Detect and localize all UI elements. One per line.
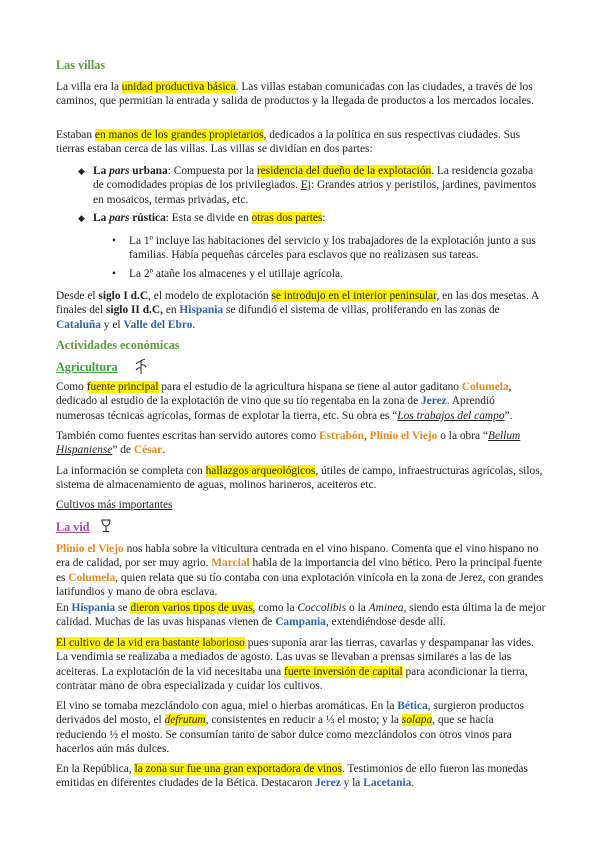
highlight: otras dos partes — [251, 212, 323, 224]
text: , quien relata que su tío contaba con una explotación vinícola en la zona de Jerez, con grandes latifundios y mano de obra esclava. — [56, 571, 544, 599]
term-cataluna: Cataluña — [56, 318, 101, 331]
list-item-pars-rustica — [78, 211, 546, 225]
highlight: residencia del dueño de la explotación — [256, 165, 432, 177]
text: . — [411, 777, 415, 790]
text: , — [363, 430, 370, 442]
highlight: solapa — [401, 714, 433, 727]
term-campania: Campania — [275, 616, 326, 629]
heading-agricultura-row — [56, 358, 546, 378]
text: El vino se tomaba mezclándolo con agua, miel o hierbas aromáticas. En la — [56, 700, 398, 712]
paragraph-mezcla-vino — [56, 699, 546, 757]
text: : Grandes atrios y peristilos, jardines, pavimentos en mosaicos, termas privadas, etc. — [93, 179, 537, 206]
wine-glass-icon — [100, 519, 112, 537]
term-estrabon: Estrabón — [319, 430, 364, 442]
highlight: en manos de los grandes propietarios — [94, 129, 264, 141]
paragraph-plinio-vino — [56, 542, 546, 600]
highlight: dieron varios tipos de uvas — [130, 602, 253, 614]
text: y la — [340, 777, 364, 790]
term-plinio: Plinio el Viejo — [369, 430, 438, 442]
list-item-text: La 2º atañe los almacenes y el utillaje agrícola. — [129, 268, 343, 280]
text: pues suponía arar las tierras, cavarlas y despampanar las vides. La vendimia se realizaba a mediados de agosto. Las uvas se llevaban a prensas similares a las de las aceiteras. La explotación de la vid necesitaba una — [56, 637, 534, 678]
highlight: fuente principal — [86, 381, 159, 393]
text: : — [322, 212, 326, 224]
term-hispania: Hispania — [179, 304, 224, 317]
term-ebro: Valle del Ebro — [123, 318, 193, 331]
term-lacetania: Lacetania — [363, 777, 412, 790]
text: Ej — [300, 179, 311, 192]
text: , útiles de campo, infraestructuras agrícolas, silos, sistema de almacenamiento de aguas, molinos harineros, aceiteros etc. — [56, 465, 543, 492]
text: La — [93, 165, 110, 177]
highlight: fuerte inversión de capital — [284, 665, 403, 678]
heading-vid-row — [56, 519, 546, 537]
paragraph-villa-intro — [56, 80, 546, 109]
text: Desde el — [56, 290, 99, 302]
text: o la — [346, 602, 369, 614]
text: siglo I d.C — [98, 290, 149, 302]
bullet-icon: • — [112, 235, 116, 247]
heading-actividades: Actividades económicas — [56, 338, 180, 352]
text: : Compuesta por la — [167, 165, 257, 177]
text: , surgieron productos derivados del mosto, el — [56, 700, 524, 727]
text: , el modelo de explotación — [148, 290, 272, 302]
text: en — [162, 304, 180, 317]
text: , siendo esta última la de mejor calidad. Muchas de las uvas hispanas vienen de — [56, 602, 546, 629]
text: nos habla sobre la viticultura centrada en el vino hispano. Comenta que el vino hispano no era de calidad, por ser muy agrio. — [56, 543, 539, 570]
text: , dedicado al estudio de la explotación de vino que su tío regentaba en la zona de — [56, 381, 512, 408]
diamond-bullet-icon: ◆ — [78, 213, 85, 223]
term-betica: Bética — [397, 700, 428, 712]
list-item-text: La 1º incluye las habitaciones del servicio y los trabajadores de la explotación junto a sus familias. Había pequeñas cárceles para esclavos que no realizasen sus tareas. — [129, 235, 536, 262]
paragraph-tipos-uvas — [56, 601, 546, 630]
paragraph-siglo — [56, 289, 546, 332]
text: , consistentes en reducir a ⅓ el mosto; y la — [205, 714, 402, 727]
sublist-item-2 — [112, 267, 546, 281]
wheat-icon — [134, 358, 148, 378]
paragraph-cultivo-laborioso — [56, 636, 546, 694]
term-columela: Columela — [68, 571, 116, 584]
paragraph-republica — [56, 762, 546, 791]
term-hispania: Hispania — [71, 602, 116, 614]
heading-agricultura: Agricultura — [56, 359, 118, 374]
text: La villa era la — [56, 81, 122, 93]
text: , como la — [252, 602, 298, 614]
text: . Aprendió numerosas técnicas agrícolas, formas de explotar la tierra, etc. Su obra es “ — [56, 395, 495, 422]
text: Como — [56, 381, 87, 393]
text: ” de — [112, 444, 134, 457]
diamond-bullet-icon: ◆ — [78, 166, 85, 176]
highlight: hallazgos arqueológicos — [205, 465, 316, 477]
text: Coccolibis — [297, 602, 347, 614]
text: se difundió el sistema de villas, proliferando en las zonas de — [223, 304, 500, 317]
paragraph-fuente-principal — [56, 380, 546, 423]
text: También como fuentes escritas han servido autores como — [56, 430, 320, 442]
text: siglo II d.C, — [105, 304, 163, 317]
text: ”. — [504, 409, 513, 422]
term-jerez: Jerez — [315, 777, 341, 790]
highlight: la zona sur fue una gran exportadora de vinos — [134, 763, 342, 775]
text: para el estudio de la agricultura hispana se tiene al autor gaditano — [158, 381, 462, 393]
text: o la obra “ — [437, 430, 488, 442]
text: , extendiéndose desde allí. — [325, 616, 446, 629]
work-title: Los trabajos del campo — [397, 409, 505, 422]
highlight: defrutum — [164, 714, 206, 727]
text: . — [162, 444, 166, 457]
term-jerez: Jerez — [421, 395, 447, 408]
paragraph-propietarios — [56, 128, 546, 157]
text: En la República, — [56, 763, 135, 775]
text: : Esta se divide en — [165, 212, 252, 224]
text: , en las dos mesetas. A finales del — [56, 290, 539, 317]
text: . Testimonios de ello fueron las monedas emitidas en diferentes ciudades de la Bética. Destacaron — [56, 763, 528, 790]
text: . — [192, 318, 196, 331]
text: . Las villas estaban comunicadas con las ciudades, a través de los caminos, que permitían la entrada y salida de productos y la llegada de productos a los mercados locales. — [56, 81, 534, 108]
text: pars — [109, 165, 130, 177]
text: y el — [100, 318, 124, 331]
highlight: El cultivo de la vid era bastante laborioso — [56, 637, 245, 649]
work-title: Bellum Hispaniense — [56, 430, 521, 457]
heading-las-villas: Las villas — [56, 58, 106, 72]
text: habla de la importancia del vino bético. Pero la principal fuente es — [56, 557, 542, 584]
text: Aminea — [368, 602, 404, 614]
text: La información se completa con — [56, 465, 206, 477]
term-columela: Columela — [461, 381, 509, 393]
heading-cultivos: Cultivos más importantes — [56, 499, 173, 511]
heading-la-vid: La vid — [56, 519, 90, 534]
text: se — [115, 602, 131, 614]
term-marcial: Marcial — [211, 557, 250, 570]
paragraph-hallazgos — [56, 464, 546, 493]
text: . La residencia gozaba de comodidades propias de los privilegiados. — [93, 165, 534, 192]
text: para acondicionar la tierra, contratar mano de obra especializada y cuidar los cultivos. — [56, 665, 528, 693]
text: Estaban — [56, 129, 95, 141]
text: La — [93, 212, 110, 224]
text: urbana — [129, 165, 168, 177]
list-item-text — [93, 211, 546, 225]
text: , dedicados a la política en sus respectivas ciudades. Sus tierras estaban cerca de las villas. Las villas se dividían en dos partes: — [56, 129, 521, 156]
text: En — [56, 602, 72, 614]
text: , que se hacía reduciendo ½ el mosto. Se consumían tanto de sabor dulce como mezclándolos con otros vinos para hacerlos aún más dulces. — [56, 714, 512, 756]
list-item-pars-urbana — [78, 164, 546, 207]
highlight: se introdujo en el interior peninsular — [271, 290, 437, 302]
sublist-item-1 — [112, 234, 546, 263]
highlight: unidad productiva básica — [121, 81, 236, 93]
term-plinio: Plinio el Viejo — [56, 543, 124, 555]
paragraph-fuentes-escritas — [56, 429, 546, 458]
list-item-text — [93, 164, 546, 207]
term-cesar: César — [133, 444, 163, 457]
text: rústica — [129, 212, 166, 224]
bullet-icon: • — [112, 268, 116, 280]
text: pars — [109, 212, 130, 224]
